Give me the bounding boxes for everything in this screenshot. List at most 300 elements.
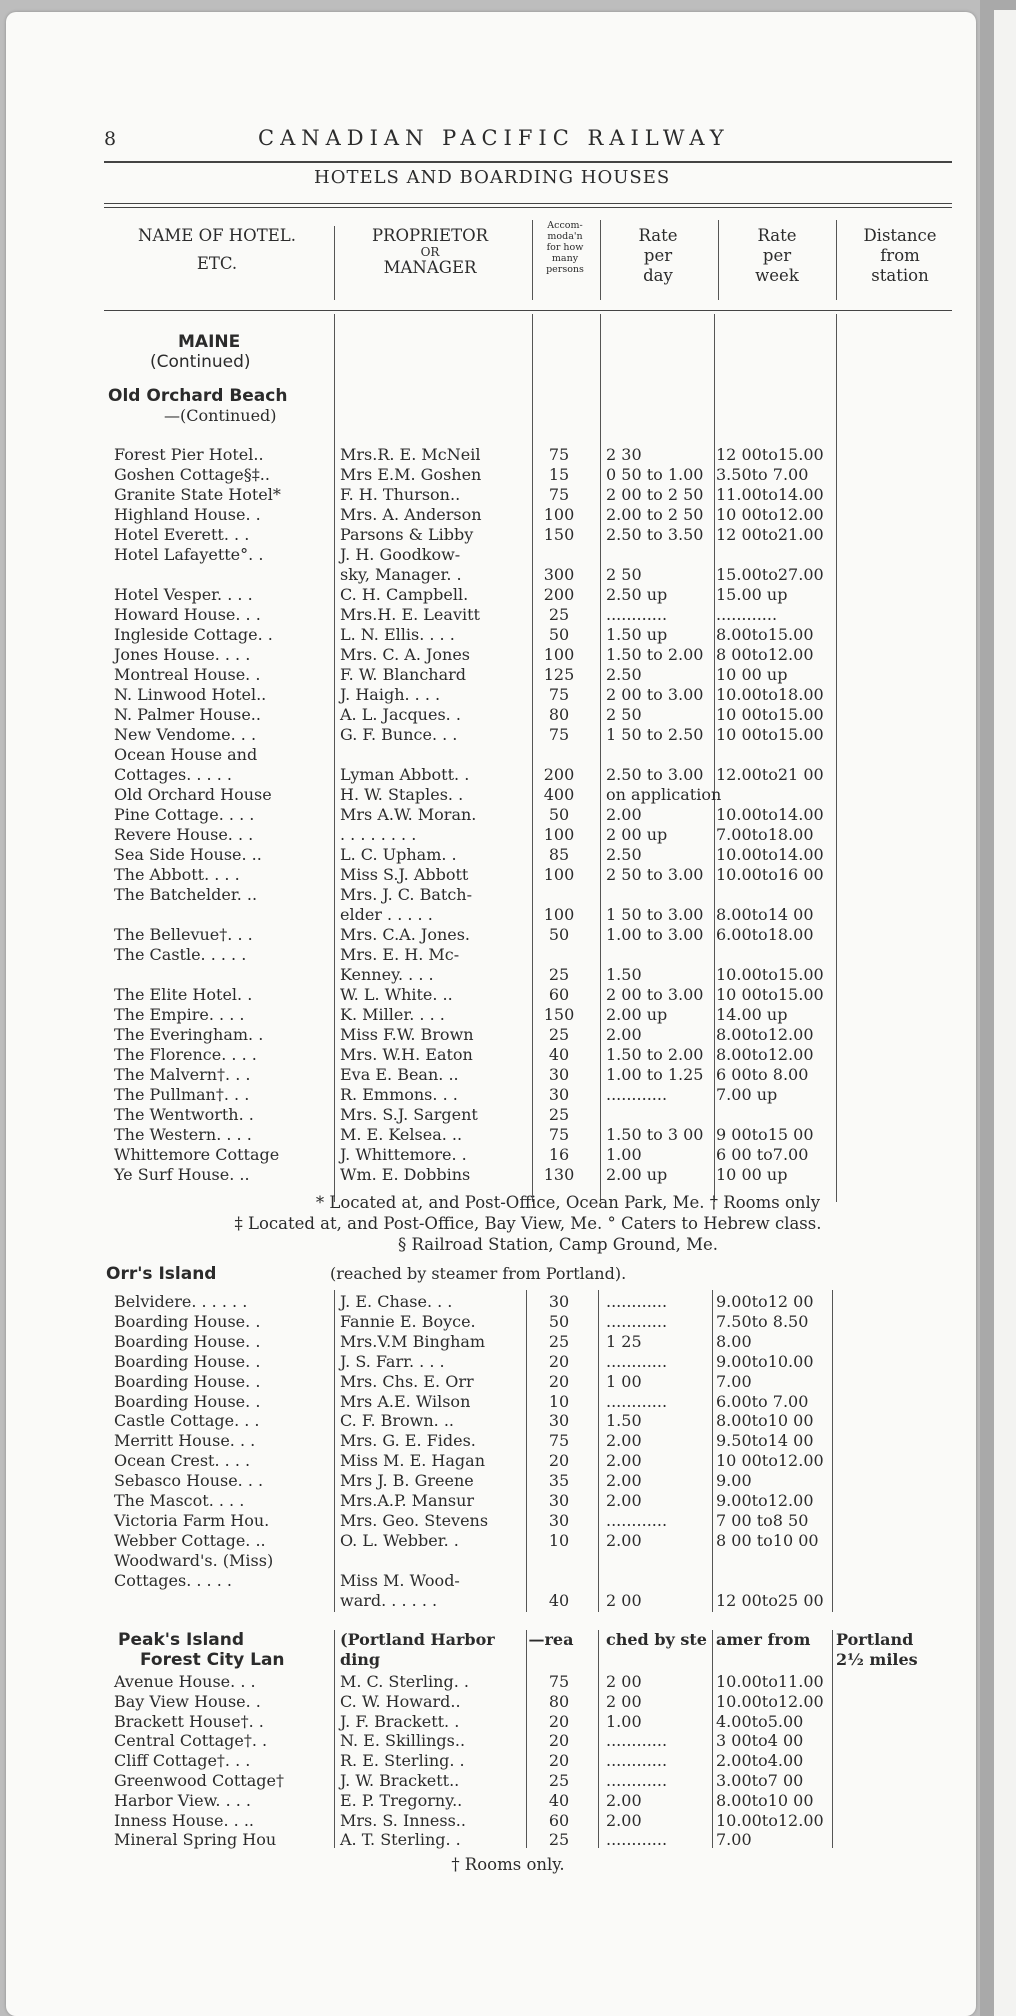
rate-per-week: 7.00 [716,1371,752,1391]
proprietor: Wm. E. Dobbins [340,1165,471,1184]
hotel-name: Boarding House. . [114,1391,261,1411]
proprietor: Eva E. Bean. .. [340,1065,459,1084]
rate-per-week: 10 00 up [716,665,788,684]
accommodation: 10 [548,1530,570,1550]
rate-per-day: ............ [606,1311,668,1331]
rate-per-day: 2.50 up [606,585,668,604]
proprietor: Mrs. W.H. Eaton [340,1045,473,1064]
accommodation: 50 [548,805,570,824]
rate-per-day: 2.00 [606,1431,642,1451]
rate-per-week: 8.00to14 00 [716,905,814,924]
col-divider [598,1630,599,1848]
rate-per-day: 2 00 [606,1672,642,1691]
hotel-name: The Wentworth. . [114,1105,254,1124]
hotel-name: Belvidere. . . . . . [114,1292,248,1311]
rate-per-week: 3 00to4 00 [716,1731,804,1751]
accommodation: 60 [548,985,570,1004]
hotel-name: Brackett House†. . [114,1711,264,1731]
proprietor: K. Miller. . . . [340,1005,445,1024]
hotel-name: Avenue House. . . [114,1672,256,1691]
footnote-peaks: † Rooms only. [451,1855,565,1874]
rate-per-week: 8.00to10 00 [716,1411,814,1431]
section-title: HOTELS AND BOARDING HOUSES [314,167,671,188]
rate-per-day: 2.00 to 2 50 [606,505,704,524]
accommodation: 30 [548,1491,570,1510]
rate-per-day: 2 00 to 3.00 [606,685,704,704]
proprietor: Mrs. A. Anderson [340,505,482,524]
page-number: 8 [104,128,117,150]
hotel-name: Hotel Vesper. . . . [114,585,253,604]
hotel-name: Montreal House. . [114,665,261,684]
proprietor: Mrs E.M. Goshen [340,465,482,484]
col-divider [600,220,601,300]
rate-per-week: 10 00to12.00 [716,505,824,524]
proprietor: C. W. Howard.. [340,1691,461,1711]
hotel-name: Woodward's. (Miss) [114,1550,274,1570]
footnote: * Located at, and Post-Office, Ocean Park, Me. † Rooms only [315,1193,821,1212]
rate-per-week: 9.00 [716,1471,752,1491]
hotel-name: Goshen Cottage§‡.. [114,465,270,484]
accommodation: 200 [543,585,575,604]
rate-per-week: 8 00to12.00 [716,645,814,664]
rate-per-week: 3.50to 7.00 [716,465,809,484]
proprietor: A. T. Sterling. . [340,1830,461,1850]
rate-per-day: ............ [606,1751,668,1771]
rate-per-day: 2.50 [606,845,642,864]
accommodation: 85 [548,845,570,864]
rate-per-week: ............ [716,605,778,624]
proprietor: E. P. Tregorny.. [340,1790,463,1810]
accommodation: 80 [548,705,570,724]
rate-per-day: 1 25 [606,1331,642,1351]
hotel-name: Central Cottage†. . [114,1731,268,1751]
rate-per-day: 1.00 to 1.25 [606,1065,704,1084]
rate-per-day: 2.50 to 3.00 [606,765,704,784]
accommodation: 130 [543,1165,575,1184]
rate-per-day: 2.00 [606,1530,642,1550]
proprietor: . . . . . . . . [340,825,417,844]
proprietor: Mrs. S. Inness.. [340,1810,466,1830]
rate-per-day: 1.50 to 2.00 [606,645,704,664]
hotel-name: Harbor View. . . . [114,1790,252,1810]
col-divider [832,1630,833,1848]
proprietor: H. W. Staples. . [340,785,464,804]
hotel-name: The Bellevue†. . . [114,925,253,944]
rate-per-day: 1.50 to 3 00 [606,1125,704,1144]
hotel-name: N. Linwood Hotel.. [114,685,267,704]
accommodation: 300 [543,565,575,584]
rate-per-day: ............ [606,1391,668,1411]
hotel-name: Hotel Lafayette°. . [114,545,264,564]
proprietor: Mrs.H. E. Leavitt [340,605,480,624]
hotel-name: Boarding House. . [114,1351,261,1371]
proprietor: C. H. Campbell. [340,585,469,604]
accommodation: 20 [548,1371,570,1391]
hotel-name: Bay View House. . [114,1691,261,1711]
hotel-name: Pine Cottage. . . . [114,805,255,824]
proprietor: L. C. Upham. . [340,845,457,864]
adjacent-page-sheet [994,10,1016,2016]
col-header-rate-day: Rate per day [638,226,678,285]
col-divider [334,226,335,300]
hotel-name: The Castle. . . . . [114,945,247,964]
rate-per-week: 6.00to 7.00 [716,1391,809,1411]
proprietor: ward. . . . . . [340,1590,438,1610]
accommodation: 150 [543,1005,575,1024]
col-divider [600,314,601,1202]
accommodation: 150 [543,525,575,544]
hotel-name: Sea Side House. .. [114,845,262,864]
proprietor: Fannie E. Boyce. [340,1311,476,1331]
accommodation: 25 [548,1025,570,1044]
accommodation: 40 [548,1590,570,1610]
rate-per-week: 12 00to21.00 [716,525,824,544]
proprietor: N. E. Skillings.. [340,1731,466,1751]
rate-per-week: 9.50to14 00 [716,1431,814,1451]
accommodation: 40 [548,1790,570,1810]
hotel-name: New Vendome. . . [114,725,257,744]
rate-per-week: 10 00to15.00 [716,725,824,744]
accommodation: 30 [548,1292,570,1311]
accommodation: 10 [548,1391,570,1411]
hotel-name: The Elite Hotel. . [114,985,253,1004]
footnote: § Railroad Station, Camp Ground, Me. [397,1235,718,1254]
rate-per-week: 11.00to14.00 [716,485,824,504]
rate-per-week: 12 00to15.00 [716,445,824,464]
proprietor: M. C. Sterling. . [340,1672,469,1691]
rate-per-day: 2 50 [606,705,642,724]
proprietor: elder . . . . . [340,905,433,924]
col-divider [598,1290,599,1612]
proprietor: Miss F.W. Brown [340,1025,474,1044]
rate-per-day: 2.50 to 3.50 [606,525,704,544]
rate-per-week: 10 00to15.00 [716,705,824,724]
hotel-name: Cottages. . . . . [114,1570,232,1590]
hotel-name: Victoria Farm Hou. [114,1510,270,1530]
hotel-name: The Western. . . . [114,1125,252,1144]
hotel-name: Revere House. . . [114,825,254,844]
rate-per-day: 2 00 to 2 50 [606,485,704,504]
rate-per-week: 15.00to27.00 [716,565,824,584]
rate-per-week: 6.00to18.00 [716,925,814,944]
hotel-name: Mineral Spring Hou [114,1830,277,1850]
accommodation: 100 [543,905,575,924]
proprietor: Mrs. Chs. E. Orr [340,1371,474,1391]
hotel-name: Jones House. . . . [114,645,251,664]
hotel-name: Granite State Hotel* [114,485,281,504]
col-divider [714,314,715,1202]
proprietor: L. N. Ellis. . . . [340,625,455,644]
accommodation: 100 [543,645,575,664]
rate-per-day: 1 50 to 3.00 [606,905,704,924]
proprietor: Mrs. C. A. Jones [340,645,471,664]
rate-per-week: 10.00to16 00 [716,865,824,884]
rate-per-week: 12.00to21 00 [716,765,824,784]
locality-heading: Orr's Island [106,1264,217,1284]
proprietor: Lyman Abbott. . [340,765,470,784]
proprietor: R. Emmons. . . [340,1085,458,1104]
rate-per-week: 7 00 to8 50 [716,1510,809,1530]
col-header-distance: Distance from station [863,226,937,285]
rate-per-day: 2 00 [606,1691,642,1711]
proprietor: O. L. Webber. . [340,1530,459,1550]
proprietor: A. L. Jacques. . [340,705,461,724]
accommodation: 75 [548,485,570,504]
col-divider [526,1290,527,1612]
proprietor: M. E. Kelsea. .. [340,1125,463,1144]
rate-per-week: 8.00 [716,1331,752,1351]
locality-note: (reached by steamer from Portland). [330,1264,627,1283]
proprietor: Mrs. E. H. Mc- [340,945,460,964]
proprietor: F. H. Thurson.. [340,485,461,504]
accommodation: 75 [548,1672,570,1691]
accommodation: 20 [548,1351,570,1371]
accommodation: 30 [548,1065,570,1084]
accommodation: 25 [548,965,570,984]
rate-per-week: 10.00to14.00 [716,805,824,824]
rate-per-week: 8.00to15.00 [716,625,814,644]
rate-per-week: 3.00to7 00 [716,1771,804,1790]
rate-per-day: 1.50 [606,965,642,984]
accommodation: 30 [548,1085,570,1104]
rate-per-day: 2.00 [606,1491,642,1510]
accommodation: 75 [548,725,570,744]
locality-heading: Peak's Island [118,1630,245,1650]
rate-per-day: 2.00 [606,1790,642,1810]
hotel-name: Highland House. . [114,505,261,524]
rate-per-week: 10.00to18.00 [716,685,824,704]
proprietor: J. E. Chase. . . [340,1292,453,1311]
hotel-name: The Empire. . . . [114,1005,245,1024]
rate-per-week: 8.00to12.00 [716,1025,814,1044]
rate-per-day: 2.00 [606,1471,642,1491]
hotel-name: Ocean Crest. . . . [114,1451,251,1471]
proprietor: sky, Manager. . [340,565,462,584]
rate-per-day: 2 00 [606,1590,642,1610]
rate-per-day: ............ [606,1510,668,1530]
rate-per-week: 9.00to12.00 [716,1491,814,1510]
hotel-name: Merritt House. . . [114,1431,256,1451]
rate-per-day: 1.00 [606,1145,642,1164]
proprietor: Mrs. G. E. Fides. [340,1431,476,1451]
hotel-name: Old Orchard House [114,785,272,804]
proprietor: Kenney. . . . [340,965,434,984]
hotel-name: Hotel Everett. . . [114,525,250,544]
hotel-name: The Everingham. . [114,1025,264,1044]
proprietor: Mrs A.W. Moran. [340,805,477,824]
proprietor: Mrs. C.A. Jones. [340,925,471,944]
hotel-name: Greenwood Cottage† [114,1771,284,1790]
rate-per-week: 10.00to15.00 [716,965,824,984]
col-divider [836,314,837,1202]
accommodation: 25 [548,1771,570,1790]
rate-per-day: ............ [606,1731,668,1751]
accommodation: 75 [548,1431,570,1451]
rate-per-week: 9.00to12 00 [716,1292,814,1311]
rate-per-day: 2 00 to 3.00 [606,985,704,1004]
accommodation: 25 [548,1105,570,1124]
rate-per-week: 7.00to18.00 [716,825,814,844]
rate-per-week: 10.00to12.00 [716,1810,824,1830]
proprietor: Miss M. E. Hagan [340,1451,485,1471]
footnotes-old-orchard [0,1192,1016,1255]
accommodation: 100 [543,505,575,524]
accommodation: 20 [548,1711,570,1731]
proprietor: G. F. Bunce. . . [340,725,458,744]
accommodation: 50 [548,1311,570,1331]
col-divider [836,220,837,300]
rate-per-week: 6 00 to7.00 [716,1145,809,1164]
col-divider [334,314,335,1202]
rate-per-week: 4.00to5.00 [716,1711,804,1731]
header-rule-top-2 [104,207,952,208]
rate-per-week: 10.00to14.00 [716,845,824,864]
hotel-name: Ye Surf House. .. [114,1165,250,1184]
rate-per-week: 7.00 up [716,1085,778,1104]
state-heading-continued: (Continued) [150,352,251,372]
accommodation: 75 [548,685,570,704]
col-divider [832,1290,833,1612]
col-divider [526,1630,527,1848]
rate-per-day: 2 50 to 3.00 [606,865,704,884]
rate-per-day: ............ [606,1351,668,1371]
hotel-name: Howard House. . . [114,605,261,624]
locality-continued: —(Continued) [164,406,277,425]
rate-per-day: 1.00 to 3.00 [606,925,704,944]
header-rule-top [104,203,952,204]
col-divider [712,1630,713,1848]
footnote: ‡ Located at, and Post-Office, Bay View, Me. ° Caters to Hebrew class. [234,1214,822,1233]
accommodation: 80 [548,1691,570,1711]
accommodation: 25 [548,605,570,624]
rate-per-day: 2 00 up [606,825,668,844]
rate-per-day: 2.50 [606,665,642,684]
hotel-name: The Malvern†. . . [114,1065,251,1084]
rate-per-day: 1 50 to 2.50 [606,725,704,744]
proprietor: Mrs.R. E. McNeil [340,445,481,464]
proprietor: Mrs. S.J. Sargent [340,1105,478,1124]
rate-per-day: ............ [606,605,668,624]
running-title: CANADIAN PACIFIC RAILWAY [258,126,730,150]
proprietor: J. H. Goodkow- [340,545,461,564]
col-divider [532,314,533,1202]
rate-per-week: 10 00to15.00 [716,985,824,1004]
rate-per-week: 8.00to12.00 [716,1045,814,1064]
hotel-name: Ocean House and [114,745,258,764]
accommodation: 125 [543,665,575,684]
col-divider [532,220,533,300]
rate-per-week: 9 00to15 00 [716,1125,814,1144]
rate-per-day: 0 50 to 1.00 [606,465,704,484]
proprietor: Miss S.J. Abbott [340,865,469,884]
rate-per-day: 1.50 up [606,625,668,644]
rate-per-day: ............ [606,1085,668,1104]
hotel-name: The Batchelder. .. [114,885,258,904]
rate-per-week: 7.00 [716,1830,752,1850]
hotel-name: Inness House. . .. [114,1810,254,1830]
rate-per-day: 2.00 [606,1025,642,1044]
accommodation: 20 [548,1751,570,1771]
proprietor: J. Haigh. . . . [340,685,441,704]
proprietor: Mrs. Geo. Stevens [340,1510,489,1530]
accommodation: 400 [543,785,575,804]
proprietor: W. L. White. .. [340,985,453,1004]
rate-per-day: 2.00 up [606,1165,668,1184]
col-divider [718,220,719,300]
accommodation: 30 [548,1411,570,1431]
locality-heading: Old Orchard Beach [108,386,288,406]
hotel-name: Boarding House. . [114,1311,261,1331]
hotel-name: Cliff Cottage†. . . [114,1751,251,1771]
state-heading: MAINE [178,332,241,352]
proprietor: Mrs.V.M Bingham [340,1331,486,1351]
accommodation: 16 [548,1145,570,1164]
title-rule [104,161,952,163]
rate-per-day: 1 00 [606,1371,642,1391]
col-header-accommodation: Accom- moda'n for how many persons [546,220,584,275]
rate-per-day: on application [606,785,722,804]
rate-per-week: 14.00 up [716,1005,788,1024]
proprietor: F. W. Blanchard [340,665,467,684]
hotel-name: The Florence. . . . [114,1045,257,1064]
col-header-rate-week: Rate per week [755,226,799,285]
rate-per-week: 15.00 up [716,585,788,604]
rate-per-week: 10 00to12.00 [716,1451,824,1471]
proprietor: R. E. Sterling. . [340,1751,465,1771]
proprietor: C. F. Brown. .. [340,1411,455,1431]
rate-per-week: 9.00to10.00 [716,1351,814,1371]
accommodation: 75 [548,1125,570,1144]
accommodation: 200 [543,765,575,784]
accommodation: 50 [548,625,570,644]
hotel-name: Boarding House. . [114,1371,261,1391]
rate-per-day: ............ [606,1830,668,1850]
col-divider [334,1290,335,1612]
hotel-name: The Abbott. . . . [114,865,240,884]
rate-per-week: 10.00to11.00 [716,1672,824,1691]
hotel-name: Cottages. . . . . [114,765,232,784]
accommodation: 75 [548,445,570,464]
hotel-name: Castle Cottage. . . [114,1411,260,1431]
proprietor: Mrs A.E. Wilson [340,1391,471,1411]
accommodation: 100 [543,825,575,844]
hotel-name: Sebasco House. . . [114,1471,264,1491]
rate-per-day: 2.00 [606,805,642,824]
rate-per-week: 8 00 to10 00 [716,1530,819,1550]
accommodation: 25 [548,1331,570,1351]
rate-per-week: 6 00to 8.00 [716,1065,809,1084]
locality-subheading: Forest City Lan [140,1650,285,1670]
rate-per-day: 1.50 [606,1411,642,1431]
hotel-name: Ingleside Cottage. . [114,625,273,644]
rate-per-day: 2 50 [606,565,642,584]
hotel-name: Webber Cottage. .. [114,1530,266,1550]
hotel-name: The Mascot. . . . [114,1491,245,1510]
rate-per-day: 2.00 up [606,1005,668,1024]
hotel-name: Boarding House. . [114,1331,261,1351]
hotel-name: The Pullman†. . . [114,1085,250,1104]
accommodation: 25 [548,1830,570,1850]
hotel-name: Whittemore Cottage [114,1145,280,1164]
proprietor: J. W. Brackett.. [340,1771,460,1790]
accommodation: 50 [548,925,570,944]
rate-per-week: 8.00to10 00 [716,1790,814,1810]
hotel-name: N. Palmer House.. [114,705,261,724]
rate-per-day: 2.00 [606,1451,642,1471]
col-header-name: NAME OF HOTEL. ETC. [138,226,296,273]
accommodation: 15 [548,465,570,484]
accommodation: 35 [548,1471,570,1491]
